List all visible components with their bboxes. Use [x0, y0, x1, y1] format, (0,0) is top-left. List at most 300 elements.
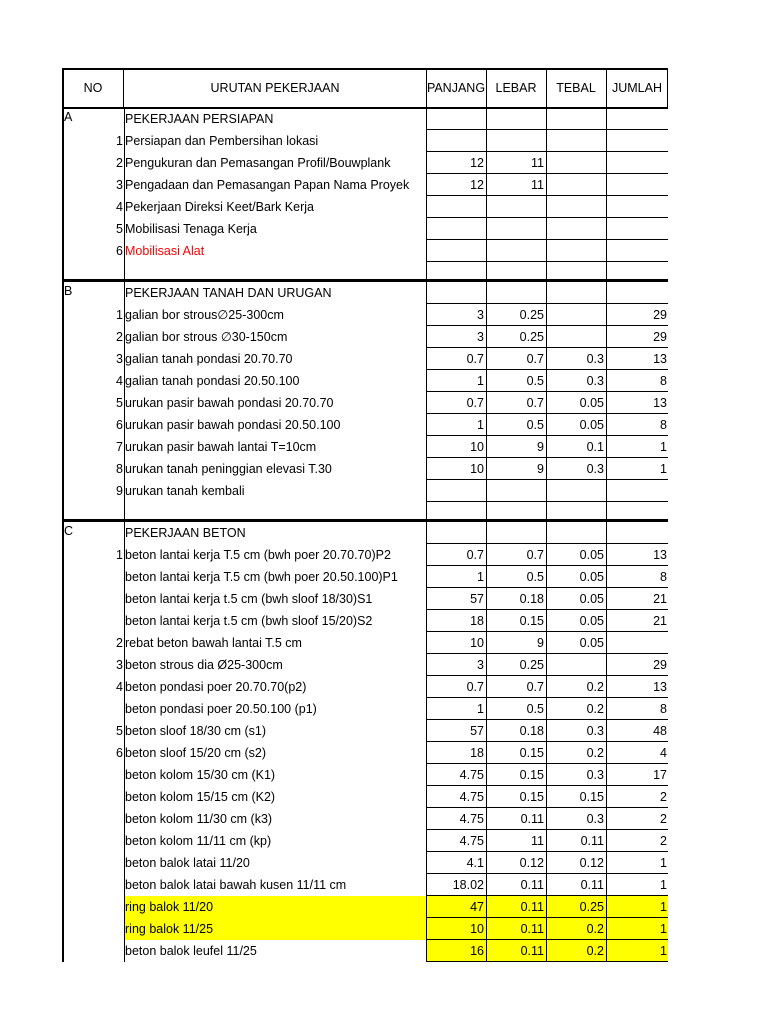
tebal-cell[interactable]: 0.1	[586, 439, 604, 454]
lebar-cell[interactable]: 0.5	[526, 569, 544, 584]
item-number-cell[interactable]: 4	[116, 679, 123, 694]
jumlah-cell[interactable]	[606, 632, 668, 654]
jumlah-cell[interactable]: 1	[660, 439, 667, 454]
description-cell[interactable]: beton lantai kerja T.5 cm (bwh poer 20.70.70)P2	[125, 547, 391, 562]
row-border	[426, 501, 668, 502]
description-cell[interactable]: urukan pasir bawah lantai T=10cm	[125, 439, 317, 454]
jumlah-cell[interactable]: 29	[653, 657, 667, 672]
section-letter-cell[interactable]: C	[64, 524, 74, 538]
table-row	[62, 566, 668, 588]
jumlah-cell[interactable]	[606, 480, 668, 502]
header-row	[62, 68, 668, 108]
table-row	[62, 698, 668, 720]
tebal-cell[interactable]: 0.25	[546, 896, 606, 918]
table-row	[62, 676, 668, 698]
panjang-cell[interactable]: 57	[470, 723, 484, 738]
lebar-cell[interactable]: 0.7	[526, 679, 544, 694]
description-cell[interactable]: beton pondasi poer 20.70.70(p2)	[125, 679, 307, 694]
lebar-cell[interactable]: 0.15	[519, 789, 544, 804]
lebar-cell[interactable]: 0.15	[519, 613, 544, 628]
table-row	[62, 764, 668, 786]
lebar-cell[interactable]	[486, 130, 546, 152]
table-row	[62, 632, 668, 654]
panjang-cell[interactable]	[426, 196, 486, 218]
tebal-cell[interactable]: 0.3	[586, 723, 604, 738]
panjang-cell[interactable]: 4.1	[466, 855, 484, 870]
item-number-cell[interactable]	[62, 786, 124, 808]
jumlah-cell[interactable]: 21	[653, 613, 667, 628]
header-tebal[interactable]: TEBAL	[556, 80, 596, 95]
jumlah-cell[interactable]: 29	[653, 307, 667, 322]
tebal-cell[interactable]: 0.05	[579, 613, 604, 628]
table-row	[62, 458, 668, 480]
table-row	[62, 480, 668, 502]
row-border	[426, 391, 668, 392]
panjang-cell[interactable]: 4.75	[459, 833, 484, 848]
item-number-cell[interactable]: 6	[116, 745, 123, 760]
description-cell[interactable]: urukan pasir bawah pondasi 20.70.70	[125, 395, 334, 410]
jumlah-cell[interactable]: 8	[660, 373, 667, 388]
jumlah-cell[interactable]: 1	[606, 940, 668, 962]
section-separator	[62, 279, 668, 282]
tebal-cell[interactable]: 0.11	[580, 833, 604, 848]
lebar-cell[interactable]: 11	[531, 177, 544, 192]
item-number-cell[interactable]: 4	[116, 373, 123, 388]
item-number-cell[interactable]	[62, 808, 124, 830]
row-border	[426, 413, 668, 414]
row-border	[426, 631, 668, 632]
column-border-0	[426, 68, 427, 962]
panjang-cell[interactable]: 10	[426, 918, 486, 940]
jumlah-cell[interactable]: 13	[653, 547, 667, 562]
tebal-cell[interactable]: 0.12	[579, 855, 604, 870]
description-cell[interactable]: beton lantai kerja t.5 cm (bwh sloof 18/30)S1	[125, 591, 373, 606]
panjang-cell[interactable]: 0.7	[466, 547, 484, 562]
item-number-cell[interactable]: 1	[116, 547, 123, 562]
row-border	[426, 851, 668, 852]
section-row	[62, 522, 668, 544]
lebar-cell[interactable]: 9	[537, 439, 544, 454]
item-number-cell[interactable]: 1	[116, 307, 123, 322]
row-border	[426, 939, 668, 940]
item-number-cell[interactable]	[62, 610, 124, 632]
panjang-cell[interactable]: 18	[470, 745, 484, 760]
jumlah-cell[interactable]: 13	[653, 351, 667, 366]
row-border	[426, 961, 668, 962]
panjang-cell[interactable]: 1	[477, 417, 484, 432]
row-border	[426, 479, 668, 480]
jumlah-cell[interactable]: 13	[653, 679, 667, 694]
jumlah-cell[interactable]: 8	[660, 569, 667, 584]
description-cell[interactable]: urukan tanah peninggian elevasi T.30	[125, 461, 332, 476]
table-row	[62, 218, 668, 240]
panjang-cell[interactable]: 1	[477, 373, 484, 388]
jumlah-cell[interactable]: 13	[653, 395, 667, 410]
table-row	[62, 654, 668, 676]
item-number-cell[interactable]	[62, 874, 124, 896]
jumlah-cell[interactable]	[606, 196, 668, 218]
lebar-cell[interactable]	[486, 218, 546, 240]
table-row	[62, 304, 668, 326]
jumlah-cell[interactable]: 2	[660, 811, 667, 826]
column-border-no-desc-header	[123, 68, 124, 108]
lebar-cell[interactable]: 0.7	[526, 547, 544, 562]
panjang-cell[interactable]	[426, 480, 486, 502]
description-cell[interactable]: ring balok 11/25	[124, 918, 426, 940]
description-cell[interactable]: Mobilisasi Tenaga Kerja	[125, 221, 257, 236]
section-row	[62, 108, 668, 130]
jumlah-cell[interactable]: 2	[660, 789, 667, 804]
lebar-cell[interactable]: 11	[531, 833, 544, 848]
header-bottom-border	[62, 107, 668, 109]
panjang-cell[interactable]: 4.75	[459, 811, 484, 826]
lebar-cell[interactable]: 0.5	[526, 373, 544, 388]
row-border	[426, 873, 668, 874]
column-border-right-header	[667, 68, 668, 108]
sheet-rows	[62, 68, 668, 962]
item-number-cell[interactable]: 6	[116, 243, 123, 258]
item-number-cell[interactable]: 3	[116, 657, 123, 672]
panjang-cell[interactable]: 4.75	[459, 789, 484, 804]
description-cell[interactable]: Pekerjaan Direksi Keet/Bark Kerja	[125, 199, 314, 214]
table-row	[62, 436, 668, 458]
section-separator	[62, 519, 668, 522]
item-number-cell[interactable]: 4	[116, 199, 123, 214]
description-cell[interactable]: galian bor strous ∅30-150cm	[125, 329, 288, 344]
description-cell[interactable]: beton sloof 18/30 cm (s1)	[125, 723, 267, 738]
row-border	[426, 217, 668, 218]
jumlah-cell[interactable]: 29	[653, 329, 667, 344]
section-title-cell[interactable]: PEKERJAAN PERSIAPAN	[125, 111, 274, 126]
table-row	[62, 742, 668, 764]
header-panjang[interactable]: PANJANG	[426, 80, 486, 95]
panjang-cell[interactable]: 10	[470, 439, 484, 454]
description-cell[interactable]: galian tanah pondasi 20.50.100	[125, 373, 300, 388]
panjang-cell[interactable]	[426, 218, 486, 240]
jumlah-cell[interactable]: 8	[660, 701, 667, 716]
table-row	[62, 808, 668, 830]
tebal-cell[interactable]: 0.05	[579, 395, 604, 410]
lebar-cell[interactable]: 0.11	[520, 811, 544, 826]
row-border	[426, 129, 668, 130]
row-border	[426, 917, 668, 918]
lebar-cell[interactable]: 0.12	[519, 855, 544, 870]
description-cell[interactable]: urukan pasir bawah pondasi 20.50.100	[125, 417, 341, 432]
item-number-cell[interactable]: 1	[116, 133, 123, 148]
tebal-cell[interactable]	[546, 196, 606, 218]
item-number-cell[interactable]: 3	[116, 177, 123, 192]
tebal-cell[interactable]	[546, 654, 606, 676]
lebar-cell[interactable]: 0.7	[526, 351, 544, 366]
panjang-cell[interactable]	[426, 130, 486, 152]
table-row	[62, 370, 668, 392]
table-row	[62, 830, 668, 852]
lebar-cell[interactable]: 9	[537, 635, 544, 650]
tebal-cell[interactable]: 0.2	[586, 679, 604, 694]
description-cell[interactable]: Pengadaan dan Pemasangan Papan Nama Proyek	[125, 177, 410, 192]
column-border-2	[546, 68, 547, 962]
item-number-cell[interactable]	[62, 566, 124, 588]
row-border	[426, 675, 668, 676]
table-row	[62, 544, 668, 566]
description-cell[interactable]: galian bor strous∅25-300cm	[125, 307, 284, 322]
table-row	[62, 414, 668, 436]
description-cell[interactable]: beton strous dia Ø25-300cm	[125, 657, 283, 672]
tebal-cell[interactable]	[546, 174, 606, 196]
panjang-cell[interactable]: 10	[470, 635, 484, 650]
tebal-cell[interactable]: 0.3	[586, 373, 604, 388]
jumlah-cell[interactable]	[606, 174, 668, 196]
lebar-cell[interactable]	[486, 196, 546, 218]
tebal-cell[interactable]	[546, 480, 606, 502]
tebal-cell[interactable]	[546, 240, 606, 262]
tebal-cell[interactable]: 0.3	[586, 811, 604, 826]
header-jumlah[interactable]: JUMLAH	[611, 80, 662, 95]
item-number-cell[interactable]: 2	[116, 329, 123, 344]
section-title-cell[interactable]: PEKERJAAN TANAH DAN URUGAN	[125, 285, 332, 300]
row-border	[426, 173, 668, 174]
item-number-cell[interactable]	[62, 852, 124, 874]
tebal-cell[interactable]: 0.05	[579, 547, 604, 562]
tebal-cell[interactable]: 0.05	[579, 417, 604, 432]
jumlah-cell[interactable]: 1	[660, 461, 667, 476]
lebar-cell[interactable]: 9	[537, 461, 544, 476]
row-border	[426, 609, 668, 610]
panjang-cell[interactable]: 0.7	[466, 679, 484, 694]
table-row	[62, 720, 668, 742]
item-number-cell[interactable]: 5	[116, 395, 123, 410]
tebal-cell[interactable]	[546, 152, 606, 174]
description-cell[interactable]: beton kolom 11/30 cm (k3)	[125, 811, 273, 826]
panjang-cell[interactable]: 3	[477, 307, 484, 322]
row-border	[426, 565, 668, 566]
table-row	[62, 918, 668, 940]
jumlah-cell[interactable]: 1	[606, 896, 668, 918]
row-border	[426, 435, 668, 436]
tebal-cell[interactable]: 0.3	[586, 461, 604, 476]
row-border	[426, 239, 668, 240]
row-border	[426, 895, 668, 896]
panjang-cell[interactable]: 1	[477, 701, 484, 716]
panjang-cell[interactable]: 12	[470, 155, 484, 170]
table-row	[62, 196, 668, 218]
panjang-cell[interactable]: 0.7	[466, 351, 484, 366]
section-letter-cell[interactable]: A	[64, 110, 73, 124]
jumlah-cell[interactable]	[606, 130, 668, 152]
column-border-1	[486, 68, 487, 962]
header-lebar[interactable]: LEBAR	[495, 80, 537, 95]
jumlah-cell[interactable]	[606, 240, 668, 262]
description-cell[interactable]: beton balok latai bawah kusen 11/11 cm	[125, 877, 347, 892]
description-cell[interactable]: beton lantai kerja t.5 cm (bwh sloof 15/20)S2	[125, 613, 373, 628]
table-row	[62, 940, 668, 962]
jumlah-cell[interactable]: 17	[653, 767, 667, 782]
table-row	[62, 874, 668, 896]
item-number-cell[interactable]	[62, 764, 124, 786]
lebar-cell[interactable]: 0.5	[526, 701, 544, 716]
panjang-cell[interactable]: 57	[470, 591, 484, 606]
description-cell[interactable]: beton kolom 15/30 cm (K1)	[125, 767, 276, 782]
jumlah-cell[interactable]: 1	[660, 855, 667, 870]
table-row	[62, 326, 668, 348]
item-number-cell[interactable]: 7	[116, 439, 123, 454]
tebal-cell[interactable]	[546, 326, 606, 348]
panjang-cell[interactable]: 18.02	[452, 877, 484, 892]
jumlah-cell[interactable]: 21	[653, 591, 667, 606]
jumlah-cell[interactable]: 8	[660, 417, 667, 432]
item-number-cell[interactable]	[62, 588, 124, 610]
tebal-cell[interactable]: 0.3	[586, 767, 604, 782]
row-border	[426, 653, 668, 654]
tebal-cell[interactable]	[546, 304, 606, 326]
row-border	[426, 261, 668, 262]
jumlah-cell[interactable]: 4	[660, 745, 667, 760]
panjang-cell[interactable]: 4.75	[459, 767, 484, 782]
tebal-cell[interactable]	[546, 218, 606, 240]
row-border	[426, 741, 668, 742]
table-row	[62, 152, 668, 174]
jumlah-cell[interactable]: 2	[660, 833, 667, 848]
lebar-cell[interactable]: 0.25	[519, 329, 544, 344]
panjang-cell[interactable]: 3	[477, 329, 484, 344]
tebal-cell[interactable]: 0.2	[586, 745, 604, 760]
lebar-cell[interactable]: 0.11	[486, 896, 546, 918]
row-border	[426, 347, 668, 348]
table-row	[62, 852, 668, 874]
description-cell[interactable]: beton kolom 15/15 cm (K2)	[125, 789, 276, 804]
table-row	[62, 392, 668, 414]
description-cell[interactable]: beton pondasi poer 20.50.100 (p1)	[125, 701, 317, 716]
lebar-cell[interactable]: 0.5	[526, 417, 544, 432]
item-number-cell[interactable]	[62, 918, 124, 940]
description-cell[interactable]: Pengukuran dan Pemasangan Profil/Bouwplank	[125, 155, 391, 170]
table-row	[62, 174, 668, 196]
lebar-cell[interactable]	[486, 480, 546, 502]
item-number-cell[interactable]: 9	[116, 483, 123, 498]
lebar-cell[interactable]: 0.7	[526, 395, 544, 410]
tebal-cell[interactable]: 0.2	[586, 701, 604, 716]
item-number-cell[interactable]	[62, 698, 124, 720]
lebar-cell[interactable]: 0.15	[519, 767, 544, 782]
description-cell[interactable]: beton balok latai 11/20	[125, 855, 250, 870]
item-number-cell[interactable]	[62, 940, 124, 962]
tebal-cell[interactable]: 0.2	[546, 918, 606, 940]
table-row	[62, 348, 668, 370]
row-border	[426, 195, 668, 196]
lebar-cell[interactable]: 0.11	[486, 918, 546, 940]
tebal-cell[interactable]: 0.3	[586, 351, 604, 366]
header-urutan-pekerjaan[interactable]: URUTAN PEKERJAAN	[210, 80, 340, 95]
row-border	[426, 151, 668, 152]
tebal-cell[interactable]: 0.15	[579, 789, 604, 804]
panjang-cell[interactable]: 3	[477, 657, 484, 672]
tebal-cell[interactable]: 0.2	[546, 940, 606, 962]
panjang-cell[interactable]: 47	[426, 896, 486, 918]
tebal-cell[interactable]	[546, 130, 606, 152]
panjang-cell[interactable]: 10	[470, 461, 484, 476]
lebar-cell[interactable]: 0.15	[519, 745, 544, 760]
lebar-cell[interactable]: 0.25	[519, 307, 544, 322]
item-number-cell[interactable]: 3	[116, 351, 123, 366]
column-border-desc-left	[124, 108, 125, 962]
item-number-cell[interactable]	[62, 830, 124, 852]
lebar-cell[interactable]: 0.18	[519, 591, 544, 606]
item-number-cell[interactable]: 2	[116, 635, 123, 650]
tebal-cell[interactable]: 0.05	[579, 635, 604, 650]
item-number-cell[interactable]: 5	[116, 221, 123, 236]
panjang-cell[interactable]: 1	[477, 569, 484, 584]
row-border	[426, 369, 668, 370]
header-top-border	[62, 68, 668, 70]
column-border-3	[606, 68, 607, 962]
jumlah-cell[interactable]: 1	[606, 918, 668, 940]
row-border	[426, 719, 668, 720]
tebal-cell[interactable]: 0.05	[579, 569, 604, 584]
lebar-cell[interactable]: 0.11	[486, 940, 546, 962]
table-row	[62, 588, 668, 610]
jumlah-cell[interactable]: 48	[653, 723, 667, 738]
description-cell[interactable]: beton kolom 11/11 cm (kp)	[125, 833, 272, 848]
panjang-cell[interactable]: 18	[470, 613, 484, 628]
description-cell[interactable]: ring balok 11/20	[124, 896, 426, 918]
section-row	[62, 282, 668, 304]
table-row	[62, 896, 668, 918]
row-border	[426, 587, 668, 588]
jumlah-cell[interactable]	[606, 152, 668, 174]
header-no[interactable]: NO	[83, 80, 103, 95]
description-cell[interactable]: urukan tanah kembali	[125, 483, 245, 498]
tebal-cell[interactable]: 0.11	[580, 877, 604, 892]
row-border	[426, 829, 668, 830]
row-border	[426, 807, 668, 808]
jumlah-cell[interactable]: 1	[660, 877, 667, 892]
item-number-cell[interactable]	[62, 896, 124, 918]
jumlah-cell[interactable]	[606, 218, 668, 240]
description-cell[interactable]: galian tanah pondasi 20.70.70	[125, 351, 293, 366]
item-number-cell[interactable]: 5	[116, 723, 123, 738]
item-number-cell[interactable]: 6	[116, 417, 123, 432]
lebar-cell[interactable]	[486, 240, 546, 262]
row-border	[426, 543, 668, 544]
rab-spreadsheet	[62, 68, 668, 962]
item-number-cell[interactable]: 2	[116, 155, 123, 170]
description-cell[interactable]: beton balok leufel 11/25	[125, 943, 257, 958]
description-cell[interactable]: beton sloof 15/20 cm (s2)	[125, 745, 267, 760]
panjang-cell[interactable]: 0.7	[466, 395, 484, 410]
description-cell[interactable]: rebat beton bawah lantai T.5 cm	[125, 635, 302, 650]
description-cell[interactable]: Mobilisasi Alat	[125, 243, 205, 258]
row-border	[426, 697, 668, 698]
row-border	[426, 763, 668, 764]
description-cell[interactable]: beton lantai kerja T.5 cm (bwh poer 20.50.100)P1	[125, 569, 398, 584]
row-border	[426, 457, 668, 458]
table-row	[62, 130, 668, 152]
lebar-cell[interactable]: 0.11	[520, 877, 544, 892]
tebal-cell[interactable]: 0.05	[579, 591, 604, 606]
description-cell[interactable]: Persiapan dan Pembersihan lokasi	[125, 133, 319, 148]
section-letter-cell[interactable]: B	[64, 284, 73, 298]
section-title-cell[interactable]: PEKERJAAN BETON	[125, 525, 246, 540]
panjang-cell[interactable]: 12	[470, 177, 484, 192]
lebar-cell[interactable]: 11	[531, 155, 544, 170]
table-row	[62, 240, 668, 262]
panjang-cell[interactable]: 16	[426, 940, 486, 962]
panjang-cell[interactable]	[426, 240, 486, 262]
lebar-cell[interactable]: 0.18	[519, 723, 544, 738]
item-number-cell[interactable]: 8	[116, 461, 123, 476]
lebar-cell[interactable]: 0.25	[519, 657, 544, 672]
table-row	[62, 610, 668, 632]
